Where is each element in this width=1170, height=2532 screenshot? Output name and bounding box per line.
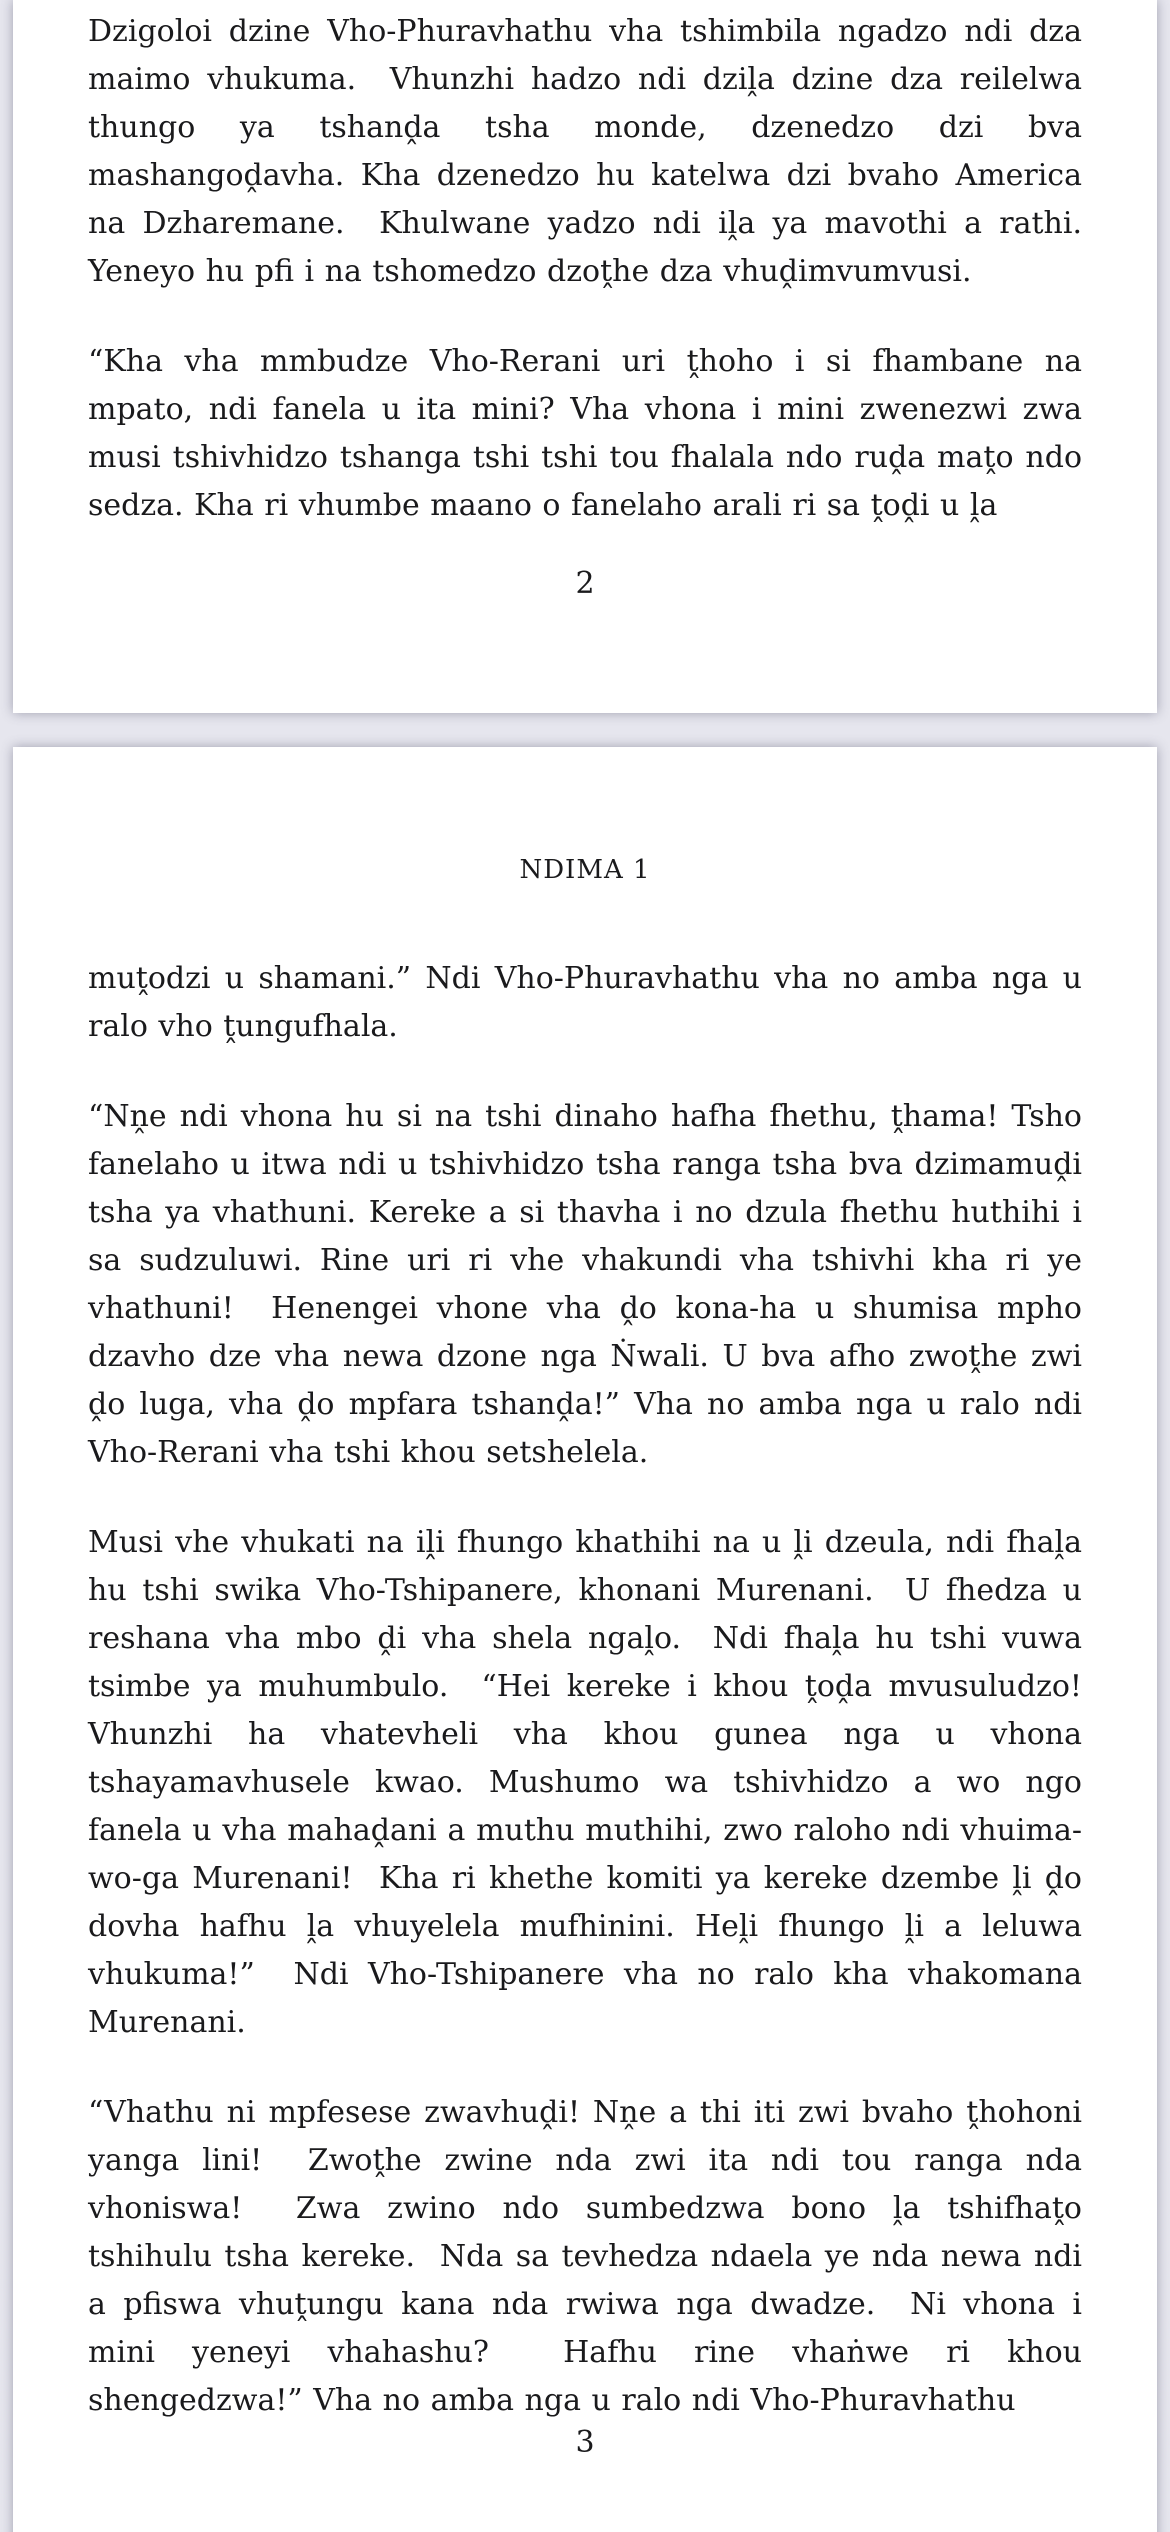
body-paragraph: “Vhathu ni mpfesese zwavhuḓi! Nṋe a thi iti zwi bvaho ṱhohoni yanga lini! Zwoṱhe zwine nda zwi ita ndi tou ranga nda vhoniswa! Zwa zwino ndo sumbedzwa bono ḽa tshifhaṱo tshihulu tsha kereke. Nda sa tevhedza ndaela ye nda newa ndi a pfiswa vhuṱungu kana nda rwiwa nga dwadze. Ni vhona i mini yeneyi vhahashu? Hafhu rine vhaṅwe ri khou shengedzwa!” Vha no amba nga u ralo ndi Vho-Phuravhathu: [88, 2095, 1093, 2418]
body-paragraph: muṱodzi u shamani.” Ndi Vho-Phuravhathu vha no amba nga u ralo vho ṱungufhala.: [88, 961, 1093, 1044]
body-paragraph: Dzigoloi dzine Vho-Phuravhathu vha tshimbila ngadzo ndi dza maimo vhukuma. Vhunzhi hadzo ndi dziḽa dzine dza reilelwa thungo ya tshanḓa tsha monde, dzenedzo dzi bva mashangoḓavha. Kha dzenedzo hu katelwa dzi bvaho America na Dzharemane. Khulwane yadzo ndi iḽa ya mavothi a rathi. Yeneyo hu pfi i na tshomedzo dzoṱhe dza vhuḓimvumvusi.: [88, 14, 1093, 289]
page-number: 2: [575, 566, 595, 601]
page-card: [13, 747, 1157, 2532]
page-number: 3: [575, 2425, 595, 2460]
body-paragraph: Musi vhe vhukati na iḽi fhungo khathihi na u ḽi dzeula, ndi fhaḽa hu tshi swika Vho-Tshipanere, khonani Murenani. U fhedza u reshana vha mbo ḓi vha shela ngaḽo. Ndi fhaḽa hu tshi vuwa tsimbe ya muhumbulo. “Hei kereke i khou ṱoḓa mvusuludzo! Vhunzhi ha vhatevheli vha khou gunea nga u vhona tshayamavhusele kwao. Mushumo wa tshivhidzo a wo ngo fanela u vha mahaḓani a muthu muthihi, zwo raloho ndi vhuima-wo-ga Murenani! Kha ri khethe komiti ya kereke dzembe ḽi ḓo dovha hafhu ḽa vhuyelela mufhinini. Heḽi fhungo ḽi a leluwa vhukuma!” Ndi Vho-Tshipanere vha no ralo kha vhakomana Murenani.: [88, 1525, 1104, 2040]
body-paragraph: “Kha vha mmbudze Vho-Rerani uri ṱhoho i si fhambane na mpato, ndi fanela u ita mini? Vha vhona i mini zwenezwi zwa musi tshivhidzo tshanga tshi tshi tou fhalala ndo ruḓa maṱo ndo sedza. Kha ri vhumbe maano o fanelaho arali ri sa ṱoḓi u ḽa: [88, 344, 1093, 523]
page-card: [13, 0, 1157, 713]
chapter-heading: NDIMA 1: [519, 855, 651, 885]
body-paragraph: “Nṋe ndi vhona hu si na tshi dinaho hafha fhethu, ṱhama! Tsho fanelaho u itwa ndi u tshivhidzo tsha ranga tsha bva dzimamuḓi tsha ya vhathuni. Kereke a si thavha i no dzula fhethu huthihi i sa sudzuluwi. Rine uri ri vhe vhakundi vha tshivhi kha ri ye vhathuni! Henengei vhone vha ḓo kona-ha u shumisa mpho dzavho dze vha newa dzone nga Ṅwali. U bva afho zwoṱhe zwi ḓo luga, vha ḓo mpfara tshanḓa!” Vha no amba nga u ralo ndi Vho-Rerani vha tshi khou setshelela.: [88, 1099, 1093, 1470]
